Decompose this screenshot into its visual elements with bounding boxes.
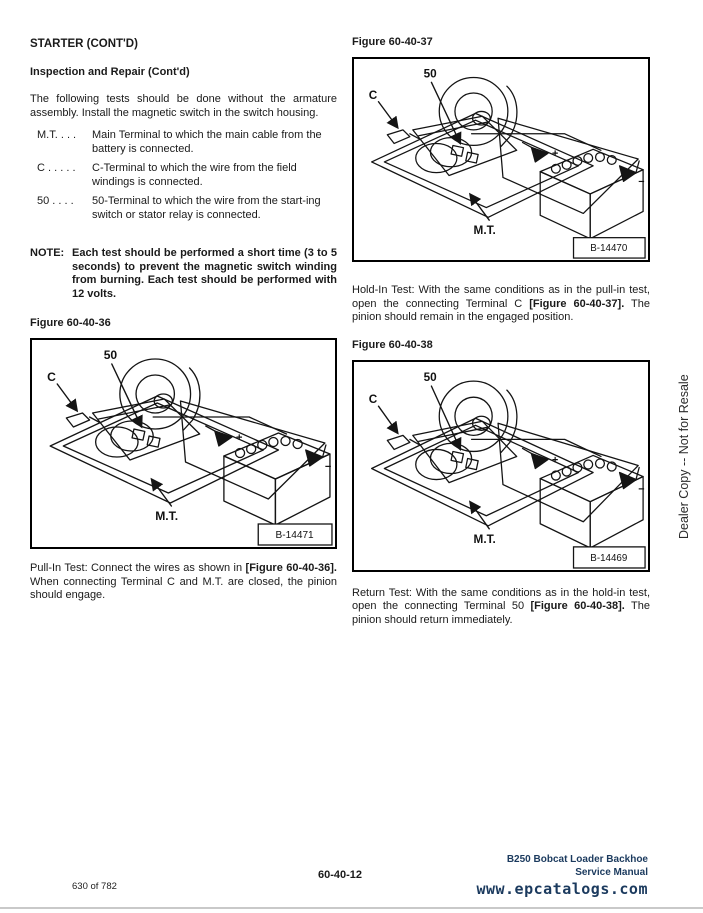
section-title: STARTER (CONT'D) bbox=[30, 38, 138, 50]
terminal-definitions bbox=[30, 129, 337, 222]
label-50: 50 bbox=[423, 67, 437, 81]
terminal-definition-c bbox=[30, 162, 337, 189]
figure-60-40-38 bbox=[352, 360, 650, 572]
label-mt: M.T. bbox=[473, 223, 496, 237]
figure-code: B-14470 bbox=[590, 243, 628, 255]
return-test-paragraph: Return Test: With the same conditions as in the hold-in test, open the connecting Terminal 50 [Figure 60-40-38]. The pinion should return immediately. bbox=[352, 586, 650, 626]
bottom-divider bbox=[0, 907, 703, 909]
term-c-description: C-Terminal to which the wire from the field windings is connected. bbox=[92, 162, 297, 188]
figure-code: B-14471 bbox=[275, 530, 314, 541]
subsection-title: Inspection and Repair (Cont'd) bbox=[30, 66, 190, 78]
mounting-plate bbox=[372, 418, 593, 526]
starter-wiring-diagram bbox=[354, 59, 648, 260]
label-mt: M.T. bbox=[473, 531, 496, 546]
diagram-labels bbox=[47, 348, 331, 523]
label-minus: − bbox=[324, 461, 332, 473]
term-c: C . . . . . bbox=[37, 162, 76, 174]
brand-subtitle: Service Manual bbox=[575, 866, 648, 878]
label-plus: + bbox=[551, 453, 559, 467]
starter-wiring-diagram bbox=[32, 340, 335, 547]
mounting-plate bbox=[372, 113, 593, 217]
figure-label-60-40-37: Figure 60-40-37 bbox=[352, 36, 433, 48]
label-50: 50 bbox=[103, 348, 118, 362]
website-link[interactable]: www.epcatalogs.com bbox=[476, 880, 648, 898]
figure-label-60-40-36: Figure 60-40-36 bbox=[30, 317, 111, 329]
term-50-description: 50-Terminal to which the wire from the start-ing switch or stator relay is connected. bbox=[92, 195, 321, 221]
term-50: 50 . . . . bbox=[37, 195, 74, 207]
figure-60-40-38-canvas bbox=[354, 362, 648, 570]
dealer-copy-watermark: Dealer Copy -- Not for Resale bbox=[677, 374, 691, 539]
battery bbox=[206, 426, 330, 525]
note-block bbox=[30, 247, 337, 301]
figure-code-box bbox=[258, 524, 332, 545]
figure-label-60-40-38: Figure 60-40-38 bbox=[352, 338, 433, 351]
brand-title: B250 Bobcat Loader Backhoe bbox=[506, 854, 648, 865]
diagram-labels bbox=[369, 369, 645, 545]
terminal-definition-50 bbox=[30, 195, 337, 222]
figure-60-40-37-canvas bbox=[354, 59, 648, 260]
pdf-page-indicator: 630 of 782 bbox=[72, 881, 117, 892]
term-mt: M.T. . . . bbox=[37, 129, 77, 141]
right-column bbox=[352, 30, 650, 627]
figure-code-box bbox=[574, 546, 646, 567]
label-c: C bbox=[368, 88, 378, 102]
figure-60-40-36 bbox=[30, 338, 337, 549]
pull-in-test-paragraph: Pull-In Test: Connect the wires as shown in [Figure 60-40-36]. When connecting Terminal C and M.T. are closed, the pinion should engage. bbox=[30, 562, 337, 601]
label-mt: M.T. bbox=[155, 509, 179, 523]
note-text: Each test should be performed a short time (3 to 5 seconds) to prevent the magnetic switch winding from burning. Each test should be performed with 12 volts. bbox=[72, 247, 337, 300]
battery bbox=[523, 448, 644, 547]
intro-paragraph: The following tests should be done without the armature assembly. Install the magnetic switch in the switch housing. bbox=[30, 93, 337, 119]
label-c: C bbox=[47, 370, 56, 384]
label-plus: + bbox=[551, 148, 559, 161]
battery bbox=[523, 143, 644, 239]
label-50: 50 bbox=[423, 369, 437, 384]
terminal-definition-mt bbox=[30, 129, 337, 156]
figure-code-box bbox=[574, 238, 646, 258]
manual-page-number: 60-40-12 bbox=[317, 869, 363, 881]
hold-in-test-paragraph: Hold-In Test: With the same conditions as in the pull-in test, open the connecting Terminal C [Figure 60-40-37]. The pinion should remain in the engaged position. bbox=[352, 284, 651, 323]
starter-wiring-diagram bbox=[354, 362, 648, 570]
label-plus: + bbox=[236, 432, 243, 444]
label-minus: − bbox=[638, 176, 645, 189]
diagram-labels bbox=[369, 67, 645, 236]
left-column bbox=[30, 38, 337, 603]
brand-block bbox=[476, 854, 648, 896]
mounting-plate bbox=[50, 396, 278, 503]
label-minus: − bbox=[638, 483, 645, 496]
figure-60-40-37 bbox=[352, 57, 650, 262]
label-c: C bbox=[368, 391, 378, 406]
note-label: NOTE: bbox=[30, 247, 65, 259]
figure-60-40-36-canvas bbox=[32, 340, 335, 547]
term-mt-description: Main Terminal to which the main cable from the battery is connected. bbox=[92, 129, 322, 155]
figure-code: B-14469 bbox=[590, 552, 628, 564]
